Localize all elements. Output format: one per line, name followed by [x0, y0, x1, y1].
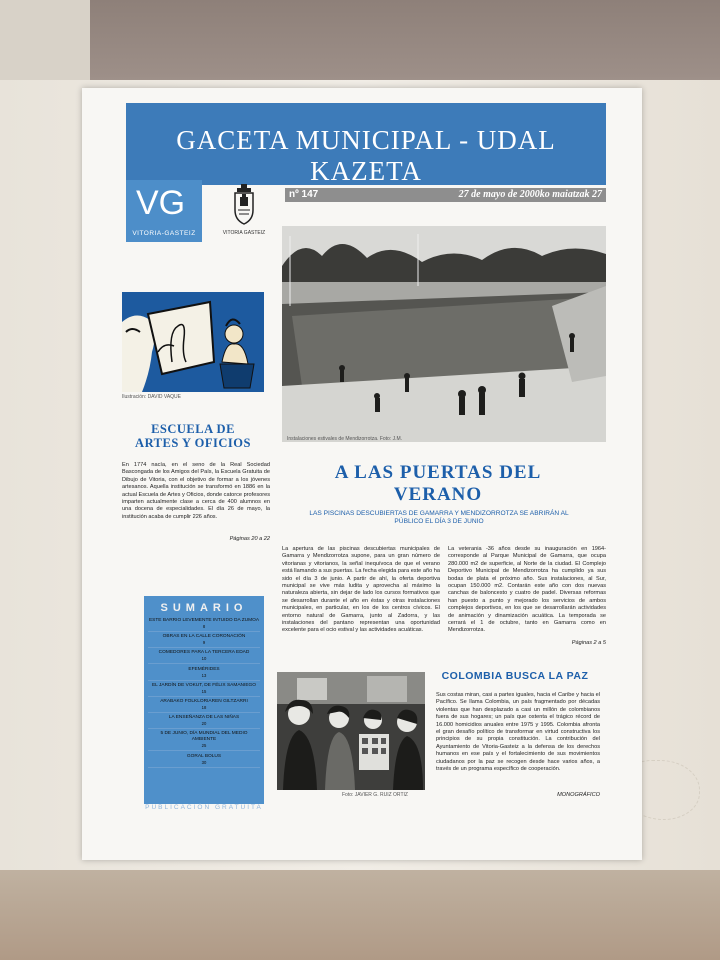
- sumario-item[interactable]: COMEDORES PARA LA TERCERA EDAD 10: [148, 650, 260, 664]
- logo-subtitle: VITORIA-GASTEIZ: [132, 230, 196, 237]
- illustration-artes-oficios: [122, 292, 264, 392]
- sumario-item[interactable]: EFEMÉRIDES 13: [148, 667, 260, 681]
- puertas-pages: Páginas 2 a 5: [571, 640, 606, 646]
- sumario-title: SUMARIO: [160, 602, 248, 614]
- newspaper-page: [82, 88, 642, 860]
- puertas-heading: A LAS PUERTAS DEL VERANO: [334, 462, 542, 505]
- masthead-title: GACETA MUNICIPAL - UDAL KAZETA: [176, 125, 556, 186]
- sumario-item[interactable]: LA ENSEÑANZA DE LAS NIÑAS 20: [148, 715, 260, 729]
- logo-text: VG: [136, 184, 186, 222]
- colombia-photo: [277, 672, 425, 790]
- city-crest-icon: [232, 184, 256, 230]
- crest-label: VITORIA GASTEIZ: [222, 230, 266, 236]
- sumario-item[interactable]: EL JARDÍN DE VOKUT, DE FÉLIX SAMANIEGO 15: [148, 683, 260, 697]
- puertas-subheading: LAS PISCINAS DESCUBIERTAS DE GAMARRA Y MENDIZORROTZA SE ABRIRÁN AL PÚBLICO EL DÍA 3 DE JUNIO: [309, 510, 569, 526]
- escuela-pages: Páginas 20 a 22: [229, 536, 270, 542]
- escuela-body: En 1774 nacía, en el seno de la Real Sociedad Bascongada de los Amigos del País, la Escuela Gratuita de Dibujo de Vitoria, con el objetivo de formar a los jóvenes artesanos. Aquella institución se transformó en 1886 en la actual Escuela de Artes y Oficios, donde catorce profesores imparten actualmente clase a cerca de 400 alumnos en una docena de especialidades. El día 26 de mayo, la institución acaba de cumplir 226 años.: [122, 462, 271, 520]
- swimming-pool-photo: [282, 226, 606, 442]
- sumario-item[interactable]: ESTE BARRIO LEVEMENTE INTUIDO DA ZUMOA 8: [148, 618, 260, 632]
- issue-date: 27 de mayo de 2000ko maiatzak 27: [458, 189, 602, 200]
- vitoria-gasteiz-logo: [126, 180, 202, 242]
- colombia-heading: COLOMBIA BUSCA LA PAZ: [441, 670, 589, 682]
- issue-date-bar: [285, 188, 606, 202]
- puertas-body-right: La veterania -36 años desde su inauguración en 1964- corresponde al Parque Municipal de Gamarra, que ocupa 280.000 m2 de superficie, al Norte de la ciudad. El Complejo Deportivo Municipal de Mendizorrotza ha cumplido ya sus bodas de plata el próximo año. Sus instalaciones, al Sur, ocupan 150.000 m2. Contarán este año con dos nuevas canchas de baloncesto y cuatro de padel. Diversas reformas han puesto a punto y mejorado los servicios de ambos complejos deportivos, en los que se desarrollarán actividades de animación y dinamización acuática. La temporada se cerrará el 1 de octubre, tanto en Gamarra como en Mendizorrotza.: [448, 546, 606, 634]
- colombia-body: Sus costas miran, casi a partes iguales, hacia el Caribe y hacia el Pacífico. Se llama Colombia, un país fragmentado por décadas violentas que han desplazado a casi un millón de colombianos fuera de sus hogares; un país que ostenta el trágico récord de 16.000 homicidios anuales entre 1975 y 1995. Colombia afronta el gran desafío político de transformar en virtud constructiva los principios de su propia constitución. La contribución del Ayuntamiento de Vitoria-Gasteiz a la defensa de los derechos humanos en ese país y el fortalecimiento de sus movimientos ciudadanos por la paz se recogen desde hace varios años, a través de un programa específico de cooperación.: [436, 692, 600, 773]
- sumario-footer: PUBLICACIÓN GRATUITA: [145, 804, 263, 811]
- sumario-item[interactable]: OBRAS EN LA CALLE CORONACIÓN 9: [148, 634, 260, 648]
- puertas-body-left: La apertura de las piscinas descubiertas municipales de Gamarra y Mendizorrotza supone, para un gran número de vitorianas y vitorianos, la señal inequívoca de que el verano está llamando a sus puertas. La fecha elegida para este año ha sido el día 3 de junio. A partir de ahí, la oferta deportiva municipal se vive más ludita y aprovecha al máximo la naturaleza abierta, sin dejar de lado los cursos formativos que se desarrollan durante el año en éstas y otras instalaciones municipales, en particular, en los de los centros cívicos. El entorno natural de Gamarra, junto al Zadorra, y las instalaciones del pantano representan una oportunidad excelente para el ocio estival y las actividades acuáticas.: [282, 546, 440, 634]
- escuela-heading: ESCUELA DE ARTES Y OFICIOS: [135, 422, 251, 450]
- photo-main-caption: Instalaciones estivales de Mendizorrotza. Foto: J.M.: [287, 436, 403, 442]
- illustration-caption: Ilustración: DAVID VAQUE: [122, 394, 181, 400]
- sumario-item[interactable]: 5 DE JUNIO, DÍA MUNDIAL DEL MEDIO AMBIENTE 25: [148, 731, 260, 751]
- sumario-item[interactable]: ARABAKO FOLKLORIAREN GILTZARRI 18: [148, 699, 260, 713]
- sumario-box: [144, 596, 264, 804]
- background-cloth-edge: [0, 0, 90, 92]
- issue-number: nº 147: [289, 189, 319, 200]
- colombia-tag: MONOGRÁFICO: [557, 792, 600, 798]
- colombia-photo-caption: Foto: JAVIER G. RUIZ ORTIZ: [342, 792, 408, 798]
- sumario-item[interactable]: GORAL BOLUS 30: [148, 754, 260, 768]
- sumario-list: [148, 618, 260, 770]
- masthead-banner: [126, 103, 606, 185]
